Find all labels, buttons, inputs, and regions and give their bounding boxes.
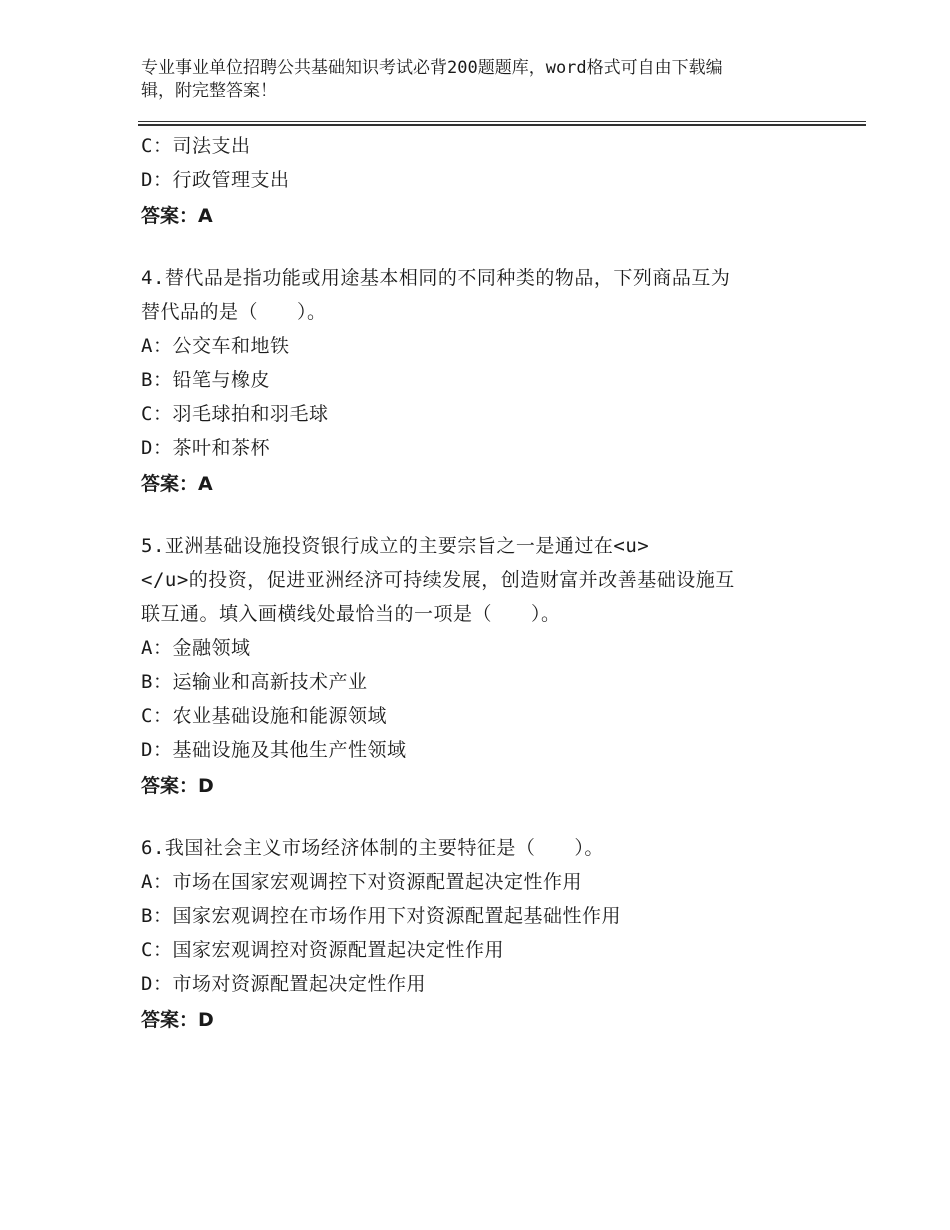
option-d: D：行政管理支出 bbox=[141, 169, 290, 191]
option-a: A：公交车和地铁 bbox=[141, 335, 290, 357]
question-6 bbox=[141, 831, 821, 1037]
answer-label: 答案：A bbox=[141, 205, 213, 227]
option-b: B：国家宏观调控在市场作用下对资源配置起基础性作用 bbox=[141, 905, 621, 927]
header-divider bbox=[138, 121, 866, 126]
question-5 bbox=[141, 529, 821, 803]
question-content bbox=[141, 129, 821, 1037]
question-stem-line: </u>的投资，促进亚洲经济可持续发展，创造财富并改善基础设施互 bbox=[141, 569, 735, 591]
question-stem-line: 4.替代品是指功能或用途基本相同的不同种类的物品，下列商品互为 bbox=[141, 267, 731, 289]
option-a: A：市场在国家宏观调控下对资源配置起决定性作用 bbox=[141, 871, 582, 893]
answer-label: 答案：D bbox=[141, 775, 214, 797]
question-stem-line: 6.我国社会主义市场经济体制的主要特征是（ ）。 bbox=[141, 837, 604, 859]
header-line-1: 专业事业单位招聘公共基础知识考试必背200题题库，word格式可自由下载编 bbox=[141, 58, 723, 78]
option-c: C：羽毛球拍和羽毛球 bbox=[141, 403, 329, 425]
option-c: C：国家宏观调控对资源配置起决定性作用 bbox=[141, 939, 504, 961]
option-c: C：司法支出 bbox=[141, 135, 251, 157]
option-d: D：基础设施及其他生产性领域 bbox=[141, 739, 407, 761]
question-stem-line: 替代品的是（ ）。 bbox=[141, 301, 327, 323]
option-a: A：金融领域 bbox=[141, 637, 251, 659]
option-c: C：农业基础设施和能源领域 bbox=[141, 705, 387, 727]
question-stem-line: 联互通。填入画横线处最恰当的一项是（ ）。 bbox=[141, 603, 561, 625]
page-header bbox=[141, 57, 801, 103]
question-stem-line: 5.亚洲基础设施投资银行成立的主要宗旨之一是通过在<u> bbox=[141, 535, 650, 557]
answer-label: 答案：A bbox=[141, 473, 213, 495]
option-b: B：铅笔与橡皮 bbox=[141, 369, 270, 391]
question-3 bbox=[141, 129, 821, 233]
option-d: D：茶叶和茶杯 bbox=[141, 437, 270, 459]
question-4 bbox=[141, 261, 821, 501]
option-b: B：运输业和高新技术产业 bbox=[141, 671, 368, 693]
header-line-2: 辑，附完整答案！ bbox=[141, 81, 277, 101]
answer-label: 答案：D bbox=[141, 1009, 214, 1031]
option-d: D：市场对资源配置起决定性作用 bbox=[141, 973, 426, 995]
